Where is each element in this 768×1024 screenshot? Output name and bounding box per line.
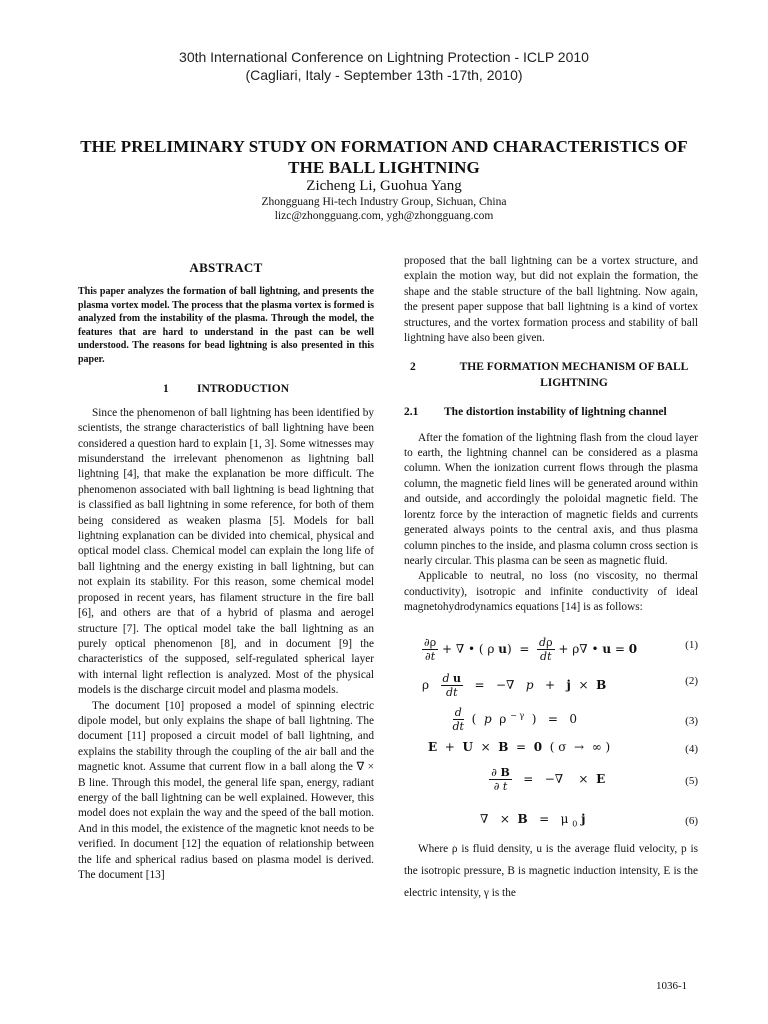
equation-6: ∇ × B = μ $_0$ j (6) (480, 811, 698, 828)
authors: Zicheng Li, Guohua Yang (306, 178, 462, 194)
abstract-heading: ABSTRACT (189, 260, 263, 275)
equation-1: $\frac{\partial\rho}{\partial t}$ + ∇ • ( ρ u) = $\frac{d\rho}{dt}$ + ρ∇ • u = 0 (1) (424, 635, 698, 663)
section-1-heading (78, 382, 374, 397)
title-line-1: THE PRELIMINARY STUDY ON FORMATION AND CHARACTERISTICS OF (80, 137, 688, 156)
equation-1-number: (1) (685, 638, 698, 651)
subsection-2-1-title: The distortion instability of lightning channel (444, 406, 667, 419)
author-emails: lizc@zhongguang.com, ygh@zhongguang.com (274, 210, 494, 222)
right-column (404, 254, 698, 904)
equation-3: $\frac{d}{dt}$ ( p ρ $^{- \gamma}$ ) = 0 (3) (452, 705, 698, 733)
affiliation: Zhongguang Hi-tech Industry Group, Sichuan, China (261, 196, 507, 208)
conference-header (0, 48, 768, 84)
section-2-paragraph-2: Applicable to neutral, no loss (no viscosity, no thermal conductivity), isotropic and infinite conductivity of ideal magnetohydrodynamics equations [14] is as follows: (404, 570, 698, 614)
equation-2: ρ $\frac{\text{d u}}{dt}$ = −∇ p + j × B (2) (422, 671, 698, 699)
section-2-title: THE FORMATION MECHANISM OF BALL LIGHTNING (459, 361, 689, 389)
equation-3-number: (3) (685, 714, 698, 727)
conference-line-2: (Cagliari, Italy - September 13th -17th, 2010) (245, 67, 523, 83)
section-1-title: INTRODUCTION (196, 383, 289, 396)
section-1-number: 1 (162, 383, 169, 396)
left-column (78, 258, 374, 883)
equation-4: E + U × B = 0 ( σ → ∞ ) (4) (404, 738, 698, 760)
equation-5: $\frac{\partial B}{\partial t}$ = −∇ × E (5) (491, 765, 698, 793)
intro-paragraph-continued: proposed that the ball lightning can be a vortex structure, and explain the motion way, but did not explain the formation, the shape and the stable structure of the ball lightning. Now again, the present paper suppose that ball lightning is a kind of vortex structures, and the vortex formation process and stability of ball lightning have also been given. (404, 255, 698, 345)
section-2-paragraph-3: Where ρ is fluid density, u is the average fluid velocity, p is the isotropic pressure, B is magnetic induction intensity, E is the electric intensity, γ is the (404, 842, 698, 899)
section-2-number: 2 (410, 361, 416, 374)
equation-5-number: (5) (685, 774, 698, 787)
section-2-heading (404, 360, 698, 391)
intro-paragraph-2: The document [10] proposed a model of spinning electric dipole model, but only explains the shape of ball lightning. The document [11] proposed a circuit model of ball lightning, and explains the stability through the coupling of the air ball and the magnetic knot. Assume that current flow in a ball along the ∇ × B line. Through this model, the general life span, energy, radiant energy of the ball lightning can be well explained. However, this model does not explain the way and the speed of the ball motion. And in this model, the existence of the magnetic knot needs to be verified. In document [12] the equation of relationship between the life and spherical radius based on plasma model is derived. The document [13] (78, 699, 374, 881)
title-line-2: THE BALL LIGHTNING (288, 158, 480, 177)
conference-line-1: 30th International Conference on Lightning Protection - ICLP 2010 (179, 49, 589, 65)
equation-2-number: (2) (685, 674, 698, 687)
equation-4-number: (4) (685, 742, 698, 755)
intro-paragraph-1: Since the phenomenon of ball lightning has been identified by scientists, the strange characteristics of ball lightning have been considered a question hard to explain [1, 3]. Some witnesses may misunderstand the irrelevant phenomenon as lightning ball lightning [4], that make the explanation be more difficult. The phenomenon associated with ball lightning is bead lightning that is classified as ball lightning in some reference, for both of them being considered as weaken plasma [5]. Models for ball lightning explanation can be divided into chemical, physical and optical model class. Chemical model can explain the long life of ball lightning and the energy existing in ball lightning, but can not explain its stability. For this reason, some chemical model proposed in recent years, has filament structure in the fire ball [6], and others are that of a hybrid of plasma and aerogel structure [7]. The optical model take the ball lightning as an purely optical phenomenon [8], and in document [9] the characteristics of the supposed, self-regulated spherical layer with internal light reflection is analyzed. Most of the physical models is the discharge circuit model and plasma models. (78, 406, 374, 697)
subsection-2-1-heading (404, 405, 698, 420)
affiliation-block (0, 195, 768, 223)
section-2-paragraph-1: After the fomation of the lightning flash from the cloud layer to earth, the lightning channel can be considered as a plasma column. When the ionization current flows through the plasma column, the magnetic field lines will be generated around within and outside, and accordingly the poloidal magnetic field. The lorentz force by the interaction of magnetic fields and currents generated always points to the central axis, and thus plasma column pinches to the inside, and plasma column cross section is nearly circular. This plasma can be seen as magnetic fluid. (404, 431, 698, 567)
abstract-text: This paper analyzes the formation of ball lightning, and presents the plasma vortex model. The process that the plasma vortex is formed is analyzed from the instability of the plasma. Through the model, the features that are hard to understand in the past can be well understood. The reasons for bead lightning is also presented in this paper. (78, 286, 374, 365)
paper-title (40, 136, 728, 178)
page-number: 1036-1 (656, 980, 688, 992)
subsection-2-1-number: 2.1 (404, 406, 419, 419)
equation-6-number: (6) (685, 814, 698, 827)
